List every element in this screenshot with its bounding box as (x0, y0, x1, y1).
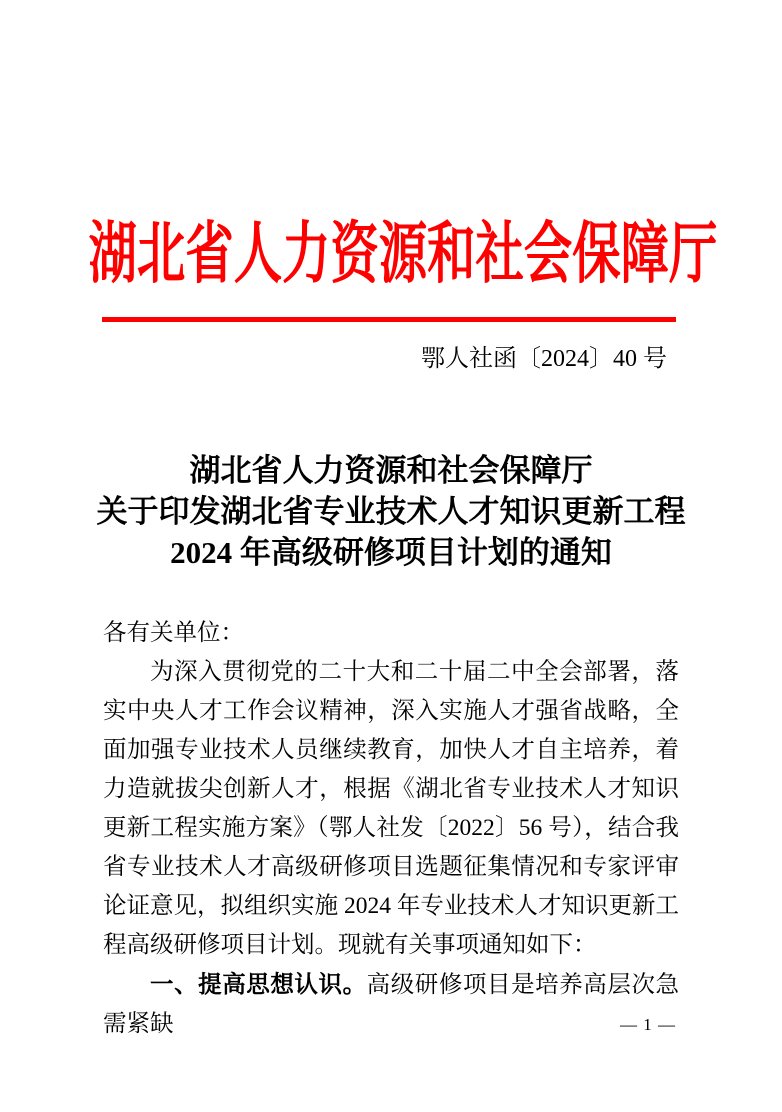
document-title-line-2: 关于印发湖北省专业技术人才知识更新工程 (96, 494, 686, 529)
body-paragraph-1 (103, 653, 679, 965)
document-title (40, 450, 742, 573)
red-divider-line (102, 317, 676, 322)
body-paragraph-1-text: 为深入贯彻党的二十大和二十届二中全会部署，落实中央人才工作会议精神，深入实施人才强省战略，全面加强专业技术人员继续教育，加快人才自主培养，着力造就拔尖创新人才，根据《湖北省专业技术人才知识更新工程实施方案》（鄂人社发〔2022〕56 号），结合我省专业技术人才高级研修项目选题征集情况和专家评审论证意见，拟组织实施 2024 年专业技术人才知识更新工程高级研修项目计划。现就有关事项通知如下： (103, 659, 679, 958)
page-number: — 1 — (620, 1015, 676, 1034)
body-paragraph-2-text: 高级研修项目是培养高层次急需紧缺 (103, 972, 680, 1037)
document-title-line-1: 湖北省人力资源和社会保障厅 (189, 453, 593, 488)
agency-masthead-text: 湖北省人力资源和社会保障厅 (88, 218, 718, 292)
document-body (103, 614, 679, 1044)
document-number: 鄂人社函〔2024〕40 号 (421, 346, 667, 372)
salutation: 各有关单位： (103, 620, 244, 646)
document-title-line-3: 2024 年高级研修项目计划的通知 (170, 535, 612, 570)
agency-masthead (0, 200, 782, 292)
body-paragraph-2 (103, 965, 679, 1044)
body-paragraph-2-heading: 一、提高思想认识。 (150, 971, 367, 997)
